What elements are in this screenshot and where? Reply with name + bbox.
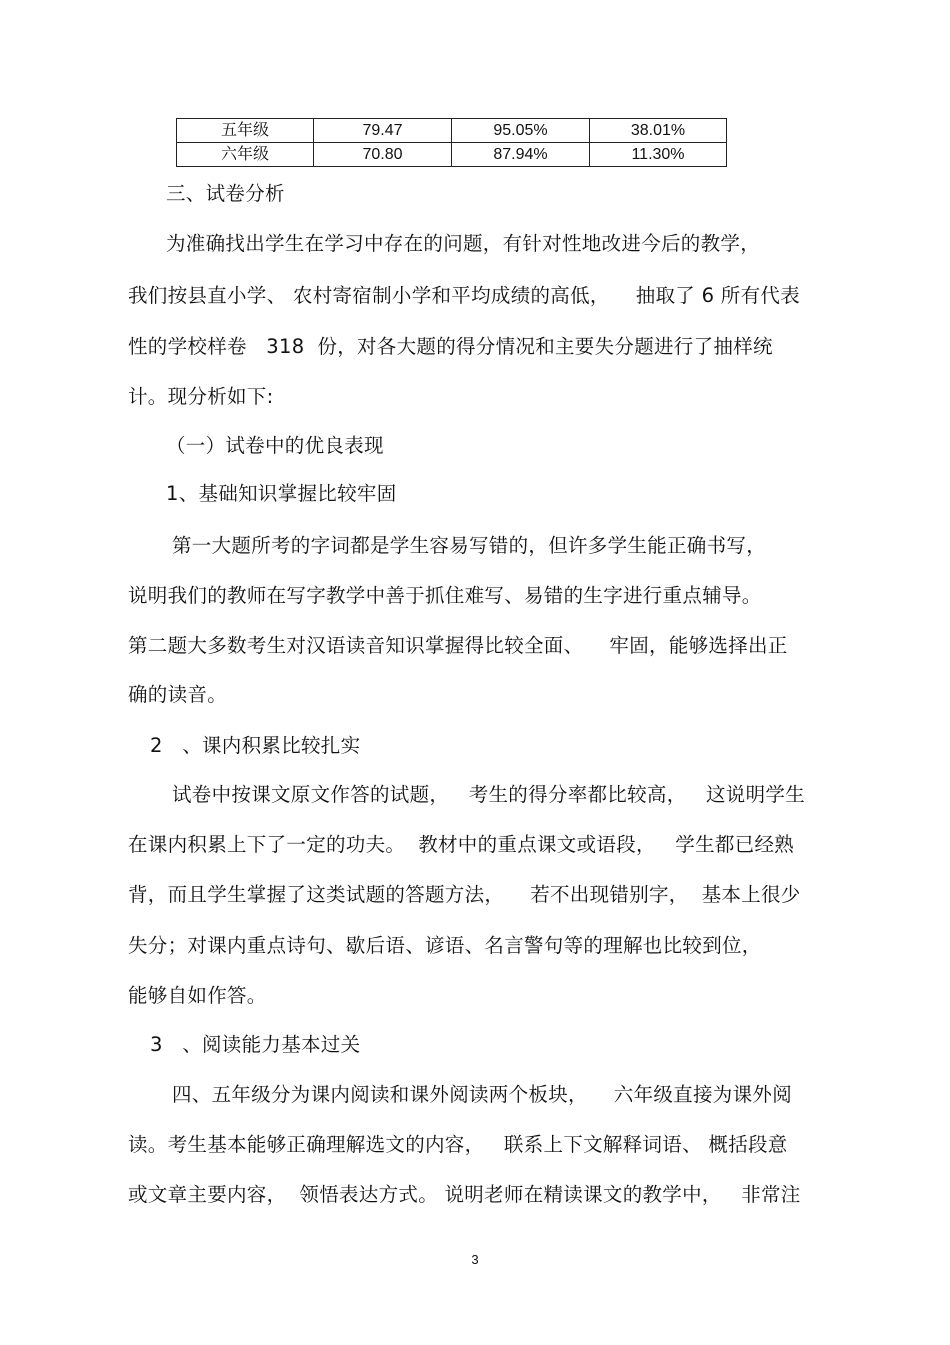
table-row — [177, 119, 727, 143]
paragraph-line: 性的学校样卷 318 份，对各大题的得分情况和主要失分题进行了抽样统 — [128, 335, 773, 358]
paragraph-line: 试卷中按课文原文作答的试题， 考生的得分率都比较高， 这说明学生 — [172, 783, 805, 806]
table-row — [177, 143, 727, 167]
paragraph-line: 计。现分析如下: — [128, 385, 274, 408]
paragraph-line: 四、五年级分为课内阅读和课外阅读两个板块， 六年级直接为课外阅 — [172, 1083, 792, 1106]
paragraph-line: 背，而且学生掌握了这类试题的答题方法， 若不出现错别字， 基本上很少 — [128, 883, 801, 906]
table-cell: 95.05% — [452, 119, 590, 143]
subsection-heading: 2 、课内积累比较扎实 — [150, 734, 361, 757]
subsection-heading: （一）试卷中的优良表现 — [166, 434, 384, 457]
paragraph-line: 能够自如作答。 — [128, 984, 267, 1007]
table-cell: 87.94% — [452, 143, 590, 167]
paragraph-line: 为准确找出学生在学习中存在的问题，有针对性地改进今后的教学， — [166, 232, 761, 255]
table-cell: 六年级 — [177, 143, 314, 167]
paragraph-line: 或文章主要内容， 领悟表达方式。 说明老师在精读课文的教学中， 非常注 — [128, 1183, 801, 1206]
table-cell: 38.01% — [590, 119, 727, 143]
subsection-heading: 3 、阅读能力基本过关 — [150, 1033, 361, 1056]
score-table — [176, 118, 727, 167]
page-number: 3 — [471, 1252, 479, 1267]
table-cell: 70.80 — [314, 143, 452, 167]
paragraph-line: 第一大题所考的字词都是学生容易写错的，但许多学生能正确书写， — [172, 534, 767, 557]
table-cell: 79.47 — [314, 119, 452, 143]
paragraph-line: 失分；对课内重点诗句、歇后语、谚语、名言警句等的理解也比较到位， — [128, 934, 762, 957]
paragraph-line: 说明我们的教师在写字教学中善于抓住难写、易错的生字进行重点辅导。 — [128, 584, 762, 607]
paragraph-line: 我们按县直小学、 农村寄宿制小学和平均成绩的高低， 抽取了 6 所有代表 — [128, 284, 800, 307]
paragraph-line: 确的读音。 — [128, 683, 228, 706]
subsection-heading: 1、基础知识掌握比较牢固 — [166, 482, 397, 505]
table-cell: 五年级 — [177, 119, 314, 143]
paragraph-line: 读。考生基本能够正确理解选文的内容， 联系上下文解释词语、 概括段意 — [128, 1133, 788, 1156]
section-heading: 三、试卷分析 — [166, 182, 285, 205]
paragraph-line: 第二题大多数考生对汉语读音知识掌握得比较全面、 牢固，能够选择出正 — [128, 634, 788, 657]
table-cell: 11.30% — [590, 143, 727, 167]
paragraph-line: 在课内积累上下了一定的功夫。 教材中的重点课文或语段， 学生都已经熟 — [128, 833, 795, 856]
